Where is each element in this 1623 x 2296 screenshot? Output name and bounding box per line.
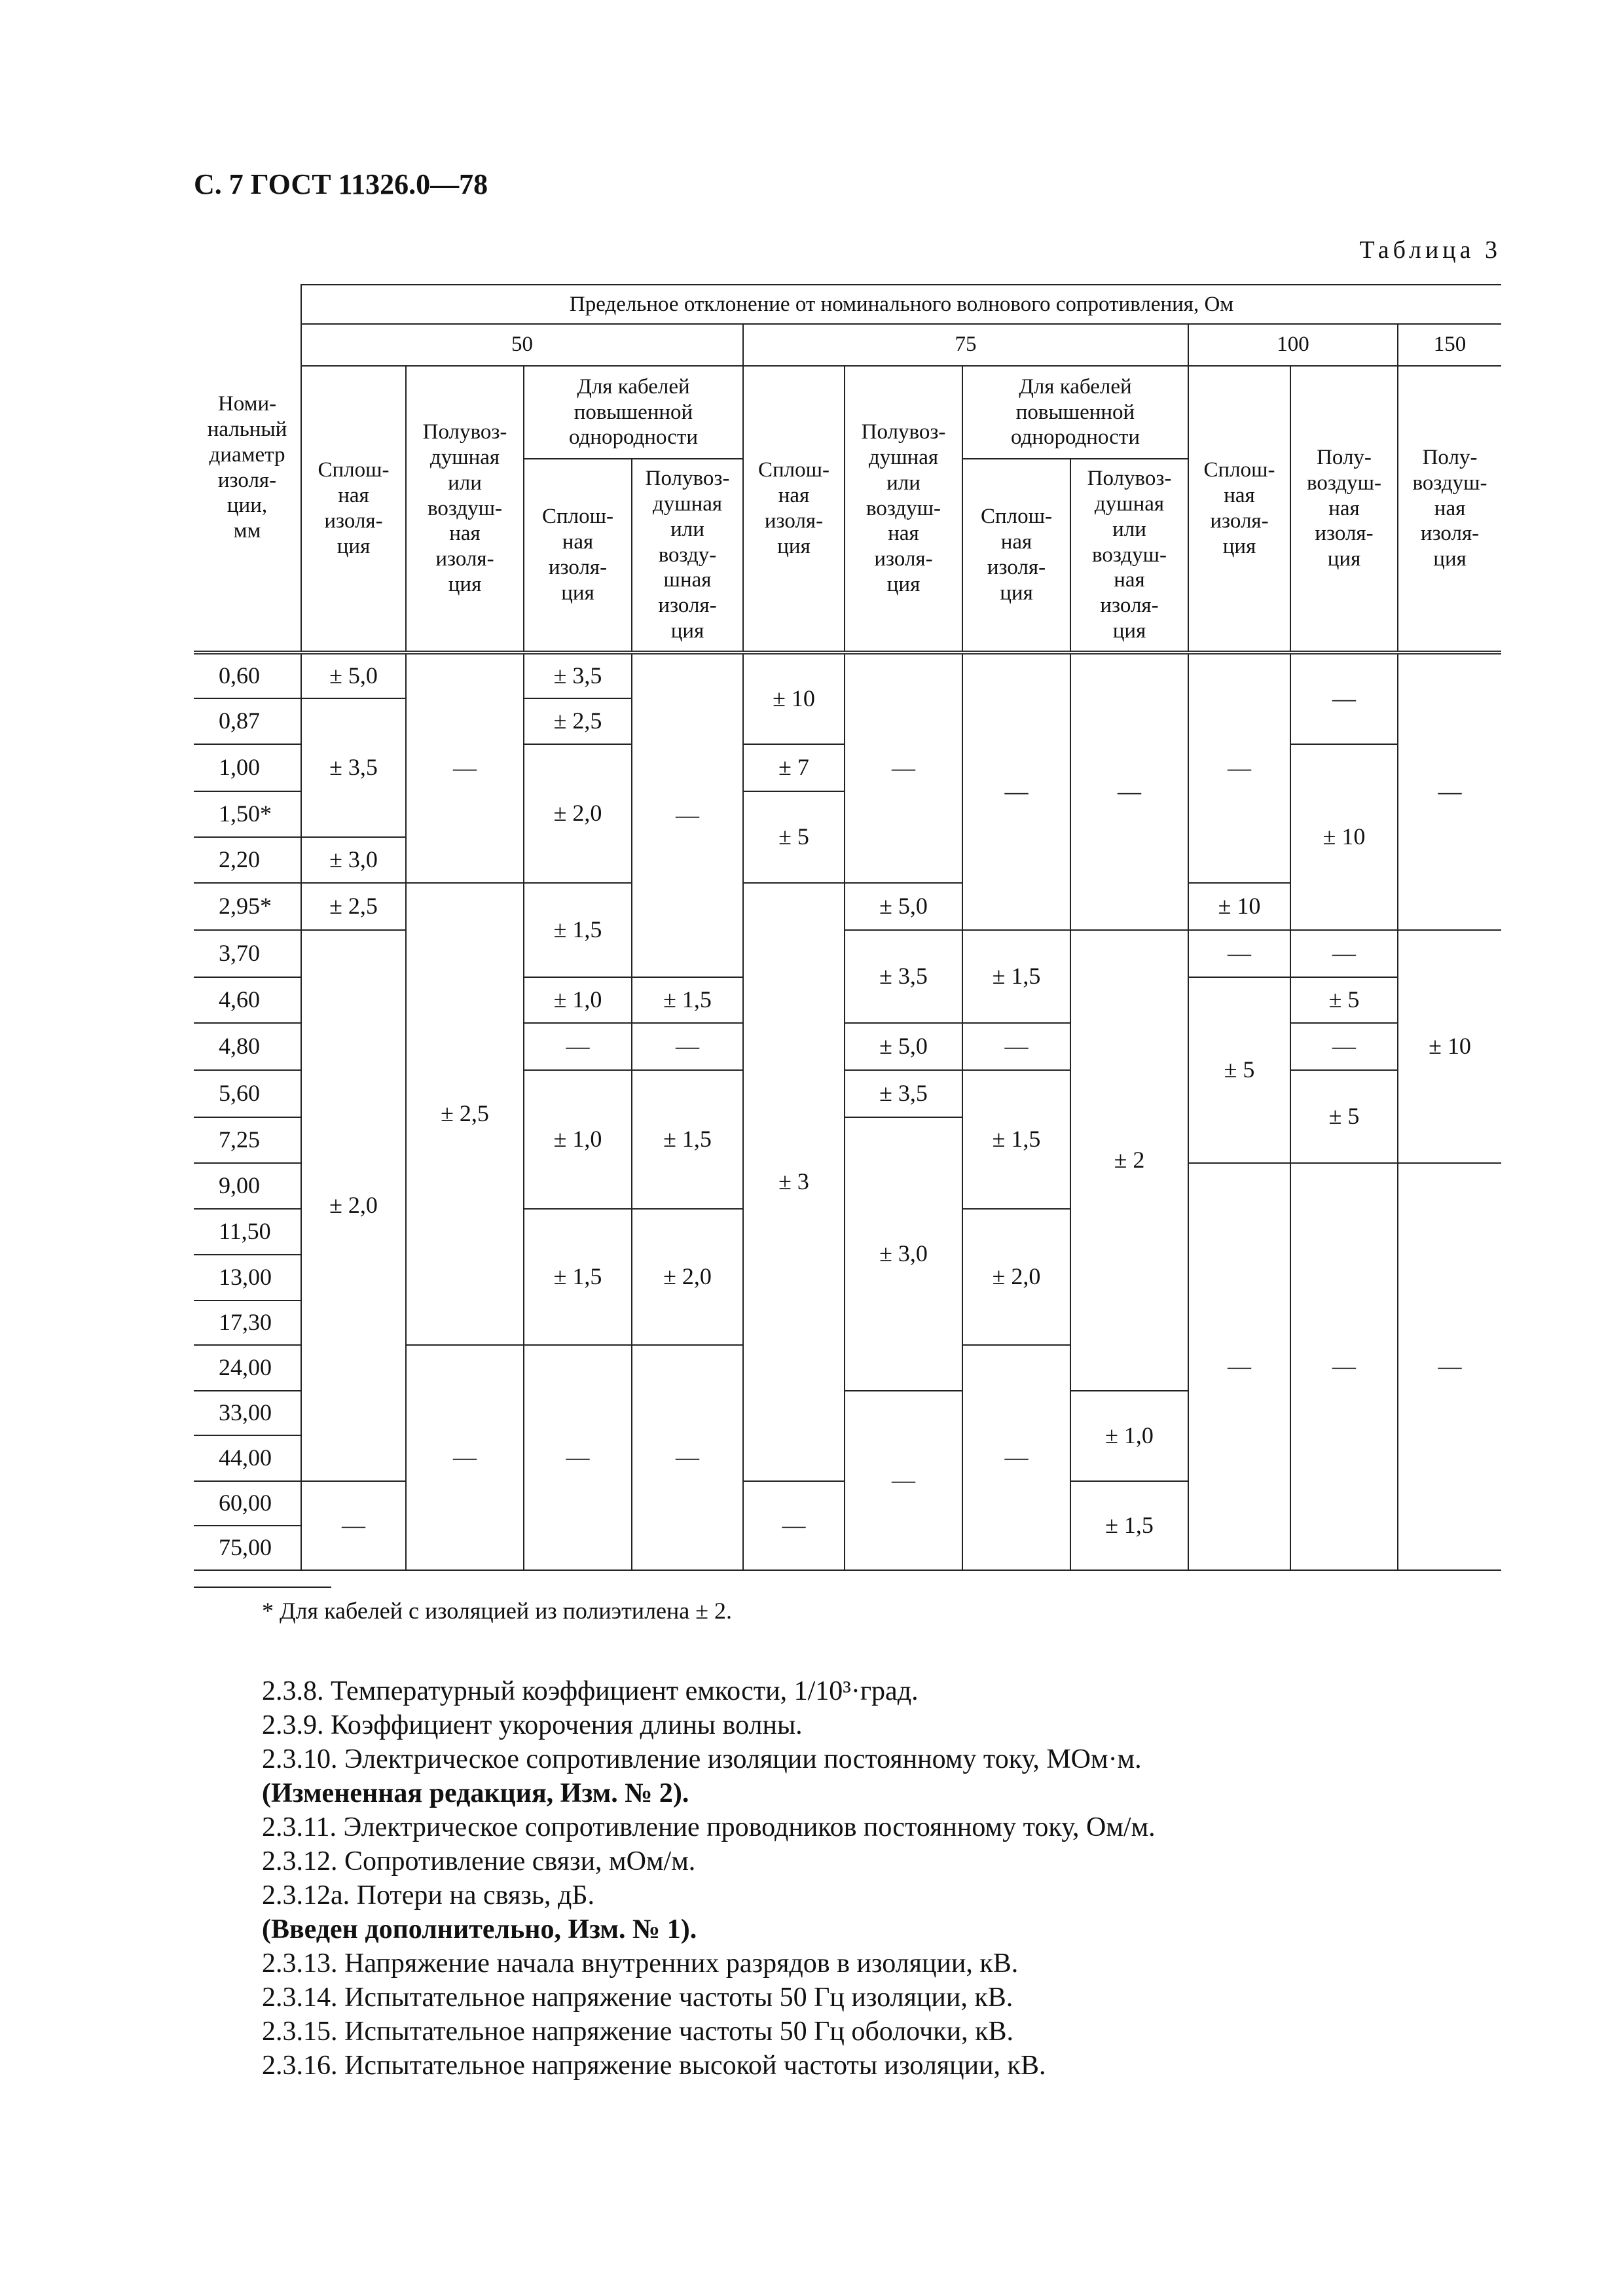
header-line: душная xyxy=(868,445,939,469)
table-cell: ± 3,5 xyxy=(845,930,962,1023)
header-line: Номи- xyxy=(217,391,277,416)
table-cell: ± 5 xyxy=(743,791,845,883)
header-line: изоля- xyxy=(217,468,277,492)
table-cell: — xyxy=(962,653,1070,930)
paragraph-item: 2.3.8. Температурный коэффициент емкости, 1/10³·град. xyxy=(262,1676,919,1706)
table-cell: — xyxy=(1290,653,1398,744)
header-line: или xyxy=(886,471,921,495)
paragraph-item: 2.3.16. Испытательное напряжение высокой частоты изоляции, кВ. xyxy=(262,2051,1046,2081)
table-cell: — xyxy=(301,1481,406,1570)
table-cell: — xyxy=(962,1345,1070,1570)
table-cell: — xyxy=(1290,1023,1398,1070)
column-header-diameter xyxy=(194,285,301,653)
table-cell: ± 10 xyxy=(743,653,845,744)
table-cell: ± 3,0 xyxy=(845,1117,962,1391)
row-header-diameter: 4,60 xyxy=(194,977,301,1023)
header-line: ная xyxy=(1224,484,1255,508)
header-line: душная xyxy=(429,445,500,469)
header-line: шная xyxy=(663,568,712,592)
header-line: Сплош- xyxy=(757,458,830,482)
header-line: ная xyxy=(1434,496,1466,520)
table-cell: ± 3,5 xyxy=(301,698,406,837)
table-cell: — xyxy=(1398,653,1501,930)
row-header-diameter: 33,00 xyxy=(194,1391,301,1435)
table-cell: ± 3 xyxy=(743,883,845,1481)
header-deviation: Предельное отклонение от номинального волнового сопротивления, Ом xyxy=(301,285,1501,324)
paragraph-item: 2.3.14. Испытательное напряжение частоты 50 Гц изоляции, кВ. xyxy=(262,1982,1013,2013)
header-line: Полувоз- xyxy=(1087,466,1172,490)
table-cell: — xyxy=(743,1481,845,1570)
header-line: ная xyxy=(338,484,369,508)
header-line: воздуш- xyxy=(1412,471,1487,495)
header-line: изоля- xyxy=(658,594,717,618)
table-cell: ± 2,5 xyxy=(301,883,406,930)
footnote-divider xyxy=(194,1587,331,1588)
header-line: изоля- xyxy=(324,509,383,533)
row-header-diameter: 60,00 xyxy=(194,1481,301,1526)
row-header-diameter: 3,70 xyxy=(194,930,301,977)
table-cell: — xyxy=(406,653,524,883)
header-line: мм xyxy=(233,519,261,543)
table-cell: ± 2,0 xyxy=(962,1209,1070,1345)
header-line: ная xyxy=(1000,530,1032,554)
row-header-diameter: 75,00 xyxy=(194,1526,301,1570)
col-header-solid xyxy=(1188,366,1290,653)
col-header-sub-solid xyxy=(962,459,1070,653)
revision-note: (Измененная редакция, Изм. № 2). xyxy=(262,1778,689,1808)
table-cell: ± 2,0 xyxy=(632,1209,743,1345)
header-line: изоля- xyxy=(1420,522,1480,546)
header-line: Сплош- xyxy=(980,505,1053,529)
footnote: * Для кабелей с изоляцией из полиэтилена ± 2. xyxy=(262,1598,733,1624)
table-caption: Таблица 3 xyxy=(1359,236,1501,264)
row-header-diameter: 1,00 xyxy=(194,744,301,791)
table-cell: ± 2,5 xyxy=(524,698,632,744)
page-title: С. 7 ГОСТ 11326.0—78 xyxy=(194,168,488,200)
table-cell: ± 2,0 xyxy=(524,744,632,883)
table-cell: ± 1,5 xyxy=(962,1070,1070,1209)
col-header-solid xyxy=(743,366,845,653)
table-cell: ± 1,5 xyxy=(632,1070,743,1209)
paragraph-item: 2.3.12. Сопротивление связи, мОм/м. xyxy=(262,1846,696,1876)
row-header-diameter: 2,95* xyxy=(194,883,301,930)
header-line: воздуш- xyxy=(1307,471,1381,495)
header-line: изоля- xyxy=(548,556,608,579)
col-header-semi-air xyxy=(1290,366,1398,653)
table-cell: ± 3,0 xyxy=(301,837,406,883)
table-cell: ± 10 xyxy=(1188,883,1290,930)
header-line: ция xyxy=(1433,547,1467,571)
header-line: или xyxy=(670,517,704,541)
table-cell: ± 1,5 xyxy=(524,1209,632,1345)
header-line: Для кабелей xyxy=(577,374,690,399)
row-header-diameter: 0,60 xyxy=(194,653,301,698)
col-header-semi-air xyxy=(845,366,962,653)
tolerance-table xyxy=(194,284,1501,1571)
row-header-diameter: 2,20 xyxy=(194,837,301,883)
row-header-diameter: 7,25 xyxy=(194,1117,301,1163)
header-line: Полу- xyxy=(1422,445,1478,469)
paragraph-item: 2.3.15. Испытательное напряжение частоты 50 Гц оболочки, кВ. xyxy=(262,2017,1013,2047)
header-line: ная xyxy=(1328,496,1360,520)
row-header-diameter: 44,00 xyxy=(194,1435,301,1481)
table-cell: ± 5 xyxy=(1290,977,1398,1023)
group-header-50: 50 xyxy=(301,324,743,366)
col-header-semi-air xyxy=(406,366,524,653)
group-header-150: 150 xyxy=(1398,324,1501,366)
header-line: изоля- xyxy=(1210,509,1269,533)
header-line: Сплош- xyxy=(318,458,390,482)
table-cell: — xyxy=(632,1345,743,1570)
table-cell: — xyxy=(524,1345,632,1570)
header-line: ция xyxy=(448,573,482,597)
header-line: ная xyxy=(562,530,594,554)
header-line: Полувоз- xyxy=(422,420,507,444)
table-cell: ± 10 xyxy=(1290,744,1398,930)
header-line: изоля- xyxy=(435,547,494,571)
table-cell: — xyxy=(1188,1163,1290,1570)
header-line: изоля- xyxy=(874,547,933,571)
paragraph-item: 2.3.12а. Потери на связь, дБ. xyxy=(262,1880,594,1910)
header-line: изоля- xyxy=(764,509,824,533)
header-line: Полувоз- xyxy=(861,420,946,444)
header-line: Полу- xyxy=(1317,445,1372,469)
group-header-100: 100 xyxy=(1188,324,1398,366)
col-header-semi-air xyxy=(1398,366,1501,653)
header-line: воздуш- xyxy=(428,496,502,520)
header-line: возду- xyxy=(658,543,717,567)
table-cell: — xyxy=(632,1023,743,1070)
paragraph-item: 2.3.11. Электрическое сопротивление проводников постоянному току, Ом/м. xyxy=(262,1812,1156,1842)
paragraph-item: 2.3.10. Электрическое сопротивление изоляции постоянному току, МОм·м. xyxy=(262,1744,1142,1774)
header-line: изоля- xyxy=(1315,522,1374,546)
col-header-sub-solid xyxy=(524,459,632,653)
header-line: диаметр xyxy=(209,442,285,467)
table-cell: ± 5,0 xyxy=(845,1023,962,1070)
header-line: ная xyxy=(449,522,481,546)
header-line: повышенной xyxy=(574,400,693,424)
table-cell: ± 1,5 xyxy=(1070,1481,1188,1570)
row-header-diameter: 1,50* xyxy=(194,791,301,837)
table-cell: — xyxy=(962,1023,1070,1070)
col-header-solid xyxy=(301,366,406,653)
header-line: Для кабелей xyxy=(1019,374,1132,399)
header-line: ция xyxy=(886,573,921,597)
header-line: однородности xyxy=(1010,425,1140,450)
header-line: ная xyxy=(1114,568,1145,592)
header-line: душная xyxy=(652,492,723,516)
header-line: душная xyxy=(1094,492,1165,516)
group-header-75: 75 xyxy=(743,324,1188,366)
header-line: изоля- xyxy=(987,556,1046,579)
revision-note: (Введен дополнительно, Изм. № 1). xyxy=(262,1914,697,1945)
table-cell: ± 5,0 xyxy=(301,653,406,698)
header-line: Сплош- xyxy=(1203,458,1275,482)
table-cell: — xyxy=(845,1391,962,1570)
table-cell: — xyxy=(632,653,743,977)
table-cell: ± 1,5 xyxy=(962,930,1070,1023)
row-header-diameter: 5,60 xyxy=(194,1070,301,1117)
header-line: ная xyxy=(778,484,810,508)
table-cell: — xyxy=(406,1345,524,1570)
table-cell: ± 2,5 xyxy=(406,883,524,1345)
header-line: ция xyxy=(1112,619,1146,643)
header-line: ция xyxy=(337,534,371,558)
col-header-high-uniformity xyxy=(962,366,1188,459)
table-cell: ± 1,0 xyxy=(1070,1391,1188,1481)
table-cell: ± 2,0 xyxy=(301,930,406,1481)
header-line: ция xyxy=(1222,534,1256,558)
table-cell: ± 3,5 xyxy=(845,1070,962,1117)
header-line: однородности xyxy=(568,425,699,450)
header-line: ция xyxy=(670,619,704,643)
table-cell: ± 1,0 xyxy=(524,1070,632,1209)
table-cell: — xyxy=(1188,653,1290,883)
header-line: ция xyxy=(561,581,594,605)
row-header-diameter: 17,30 xyxy=(194,1300,301,1345)
row-header-diameter: 9,00 xyxy=(194,1163,301,1209)
header-line: изоля- xyxy=(1100,594,1159,618)
table-cell: — xyxy=(524,1023,632,1070)
table-cell: ± 5,0 xyxy=(845,883,962,930)
table-cell: — xyxy=(1398,1163,1501,1570)
header-line: повышенной xyxy=(1015,400,1135,424)
paragraph-item: 2.3.9. Коэффициент укорочения длины волны. xyxy=(262,1710,803,1740)
header-line: ная xyxy=(888,522,919,546)
header-line: или xyxy=(448,471,482,495)
header-line: или xyxy=(1112,517,1146,541)
header-line: Полувоз- xyxy=(645,466,730,490)
header-line: ция xyxy=(777,534,811,558)
col-header-sub-semi-air xyxy=(632,459,743,653)
table-cell: ± 1,5 xyxy=(524,883,632,977)
table-cell: — xyxy=(1290,930,1398,977)
header-line: нальный xyxy=(207,417,287,441)
table-cell: ± 2 xyxy=(1070,930,1188,1391)
header-line: Сплош- xyxy=(541,505,614,529)
table-cell: — xyxy=(1290,1163,1398,1570)
table-cell: ± 1,0 xyxy=(524,977,632,1023)
table-cell: — xyxy=(1070,653,1188,930)
header-line: ции, xyxy=(227,493,268,518)
col-header-sub-semi-air xyxy=(1070,459,1188,653)
table-cell: ± 3,5 xyxy=(524,653,632,698)
row-header-diameter: 24,00 xyxy=(194,1345,301,1391)
header-line: ция xyxy=(1000,581,1033,605)
table-cell: ± 5 xyxy=(1290,1070,1398,1163)
table-cell: — xyxy=(1188,930,1290,977)
header-line: воздуш- xyxy=(1092,543,1167,567)
row-header-diameter: 4,80 xyxy=(194,1023,301,1070)
table-cell: ± 7 xyxy=(743,744,845,791)
header-line: воздуш- xyxy=(866,496,941,520)
table-cell: — xyxy=(845,653,962,883)
row-header-diameter: 0,87 xyxy=(194,698,301,744)
col-header-high-uniformity xyxy=(524,366,743,459)
header-line: ция xyxy=(1327,547,1361,571)
paragraph-item: 2.3.13. Напряжение начала внутренних разрядов в изоляции, кВ. xyxy=(262,1948,1019,1979)
table-cell: ± 10 xyxy=(1398,930,1501,1163)
table-cell: ± 1,5 xyxy=(632,977,743,1023)
row-header-diameter: 11,50 xyxy=(194,1209,301,1255)
table-cell: ± 5 xyxy=(1188,977,1290,1163)
row-header-diameter: 13,00 xyxy=(194,1255,301,1300)
